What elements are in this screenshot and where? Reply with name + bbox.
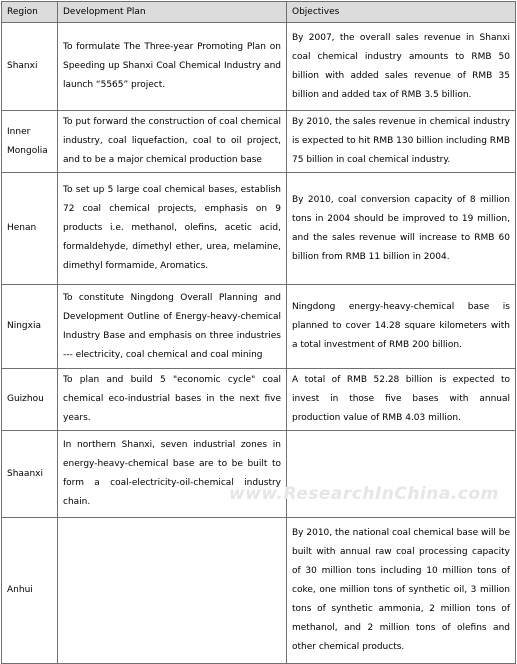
objectives-cell: By 2010, the national coal chemical base will be built with annual raw coal processing capacity of 30 million tons including 10 million tons of coke, one million tons of synthetic oil, 3 million tons of synthetic ammonia, 2 million tons of methanol, and 2 million tons of olefins and other chemical products. — [287, 518, 516, 664]
table-row — [2, 111, 516, 173]
objectives-cell — [287, 431, 516, 518]
header-development-plan: Development Plan — [58, 2, 287, 23]
watermark: www.ResearchInChina.com — [229, 484, 499, 504]
table-row — [2, 369, 516, 431]
region-cell: Henan — [2, 173, 58, 285]
table-row — [2, 173, 516, 285]
table-row — [2, 23, 516, 111]
objectives-cell: By 2010, coal conversion capacity of 8 million tons in 2004 should be improved to 19 million, and the sales revenue will increase to RMB 60 billion from RMB 11 billion in 2004. — [287, 173, 516, 285]
region-cell: Guizhou — [2, 369, 58, 431]
objectives-cell: By 2007, the overall sales revenue in Shanxi coal chemical industry amounts to RMB 50 billion with added sales revenue of RMB 35 billion and added tax of RMB 3.5 billion. — [287, 23, 516, 111]
plan-cell — [58, 518, 287, 664]
header-objectives: Objectives — [287, 2, 516, 23]
development-plan-table — [1, 1, 516, 664]
plan-cell: To put forward the construction of coal chemical industry, coal liquefaction, coal to oil project, and to be a major chemical production base — [58, 111, 287, 173]
plan-cell: To set up 5 large coal chemical bases, establish 72 coal chemical projects, emphasis on 9 products i.e. methanol, olefins, acetic acid, formaldehyde, dimethyl ether, urea, melamine, dimethyl formamide, Aromatics. — [58, 173, 287, 285]
objectives-cell: Ningdong energy-heavy-chemical base is planned to cover 14.28 square kilometers with a total investment of RMB 200 billion. — [287, 285, 516, 369]
objectives-cell: A total of RMB 52.28 billion is expected to invest in those five bases with annual production value of RMB 4.03 million. — [287, 369, 516, 431]
plan-cell: To constitute Ningdong Overall Planning and Development Outline of Energy-heavy-chemical Industry Base and emphasis on three industries --- electricity, coal chemical and coal mining — [58, 285, 287, 369]
table-row — [2, 285, 516, 369]
table-row — [2, 431, 516, 518]
region-cell: Inner Mongolia — [2, 111, 58, 173]
plan-cell: To formulate The Three-year Promoting Plan on Speeding up Shanxi Coal Chemical Industry and launch “5565” project. — [58, 23, 287, 111]
objectives-cell: By 2010, the sales revenue in chemical industry is expected to hit RMB 130 billion including RMB 75 billion in coal chemical industry. — [287, 111, 516, 173]
header-row — [2, 2, 516, 23]
header-region: Region — [2, 2, 58, 23]
region-cell: Ningxia — [2, 285, 58, 369]
plan-cell: In northern Shanxi, seven industrial zones in energy-heavy-chemical base are to be built to form a coal-electricity-oil-chemical industry chain. — [58, 431, 287, 518]
table-row — [2, 518, 516, 664]
region-cell: Anhui — [2, 518, 58, 664]
region-cell: Shanxi — [2, 23, 58, 111]
region-cell: Shaanxi — [2, 431, 58, 518]
plan-cell: To plan and build 5 "economic cycle" coal chemical eco-industrial bases in the next five years. — [58, 369, 287, 431]
